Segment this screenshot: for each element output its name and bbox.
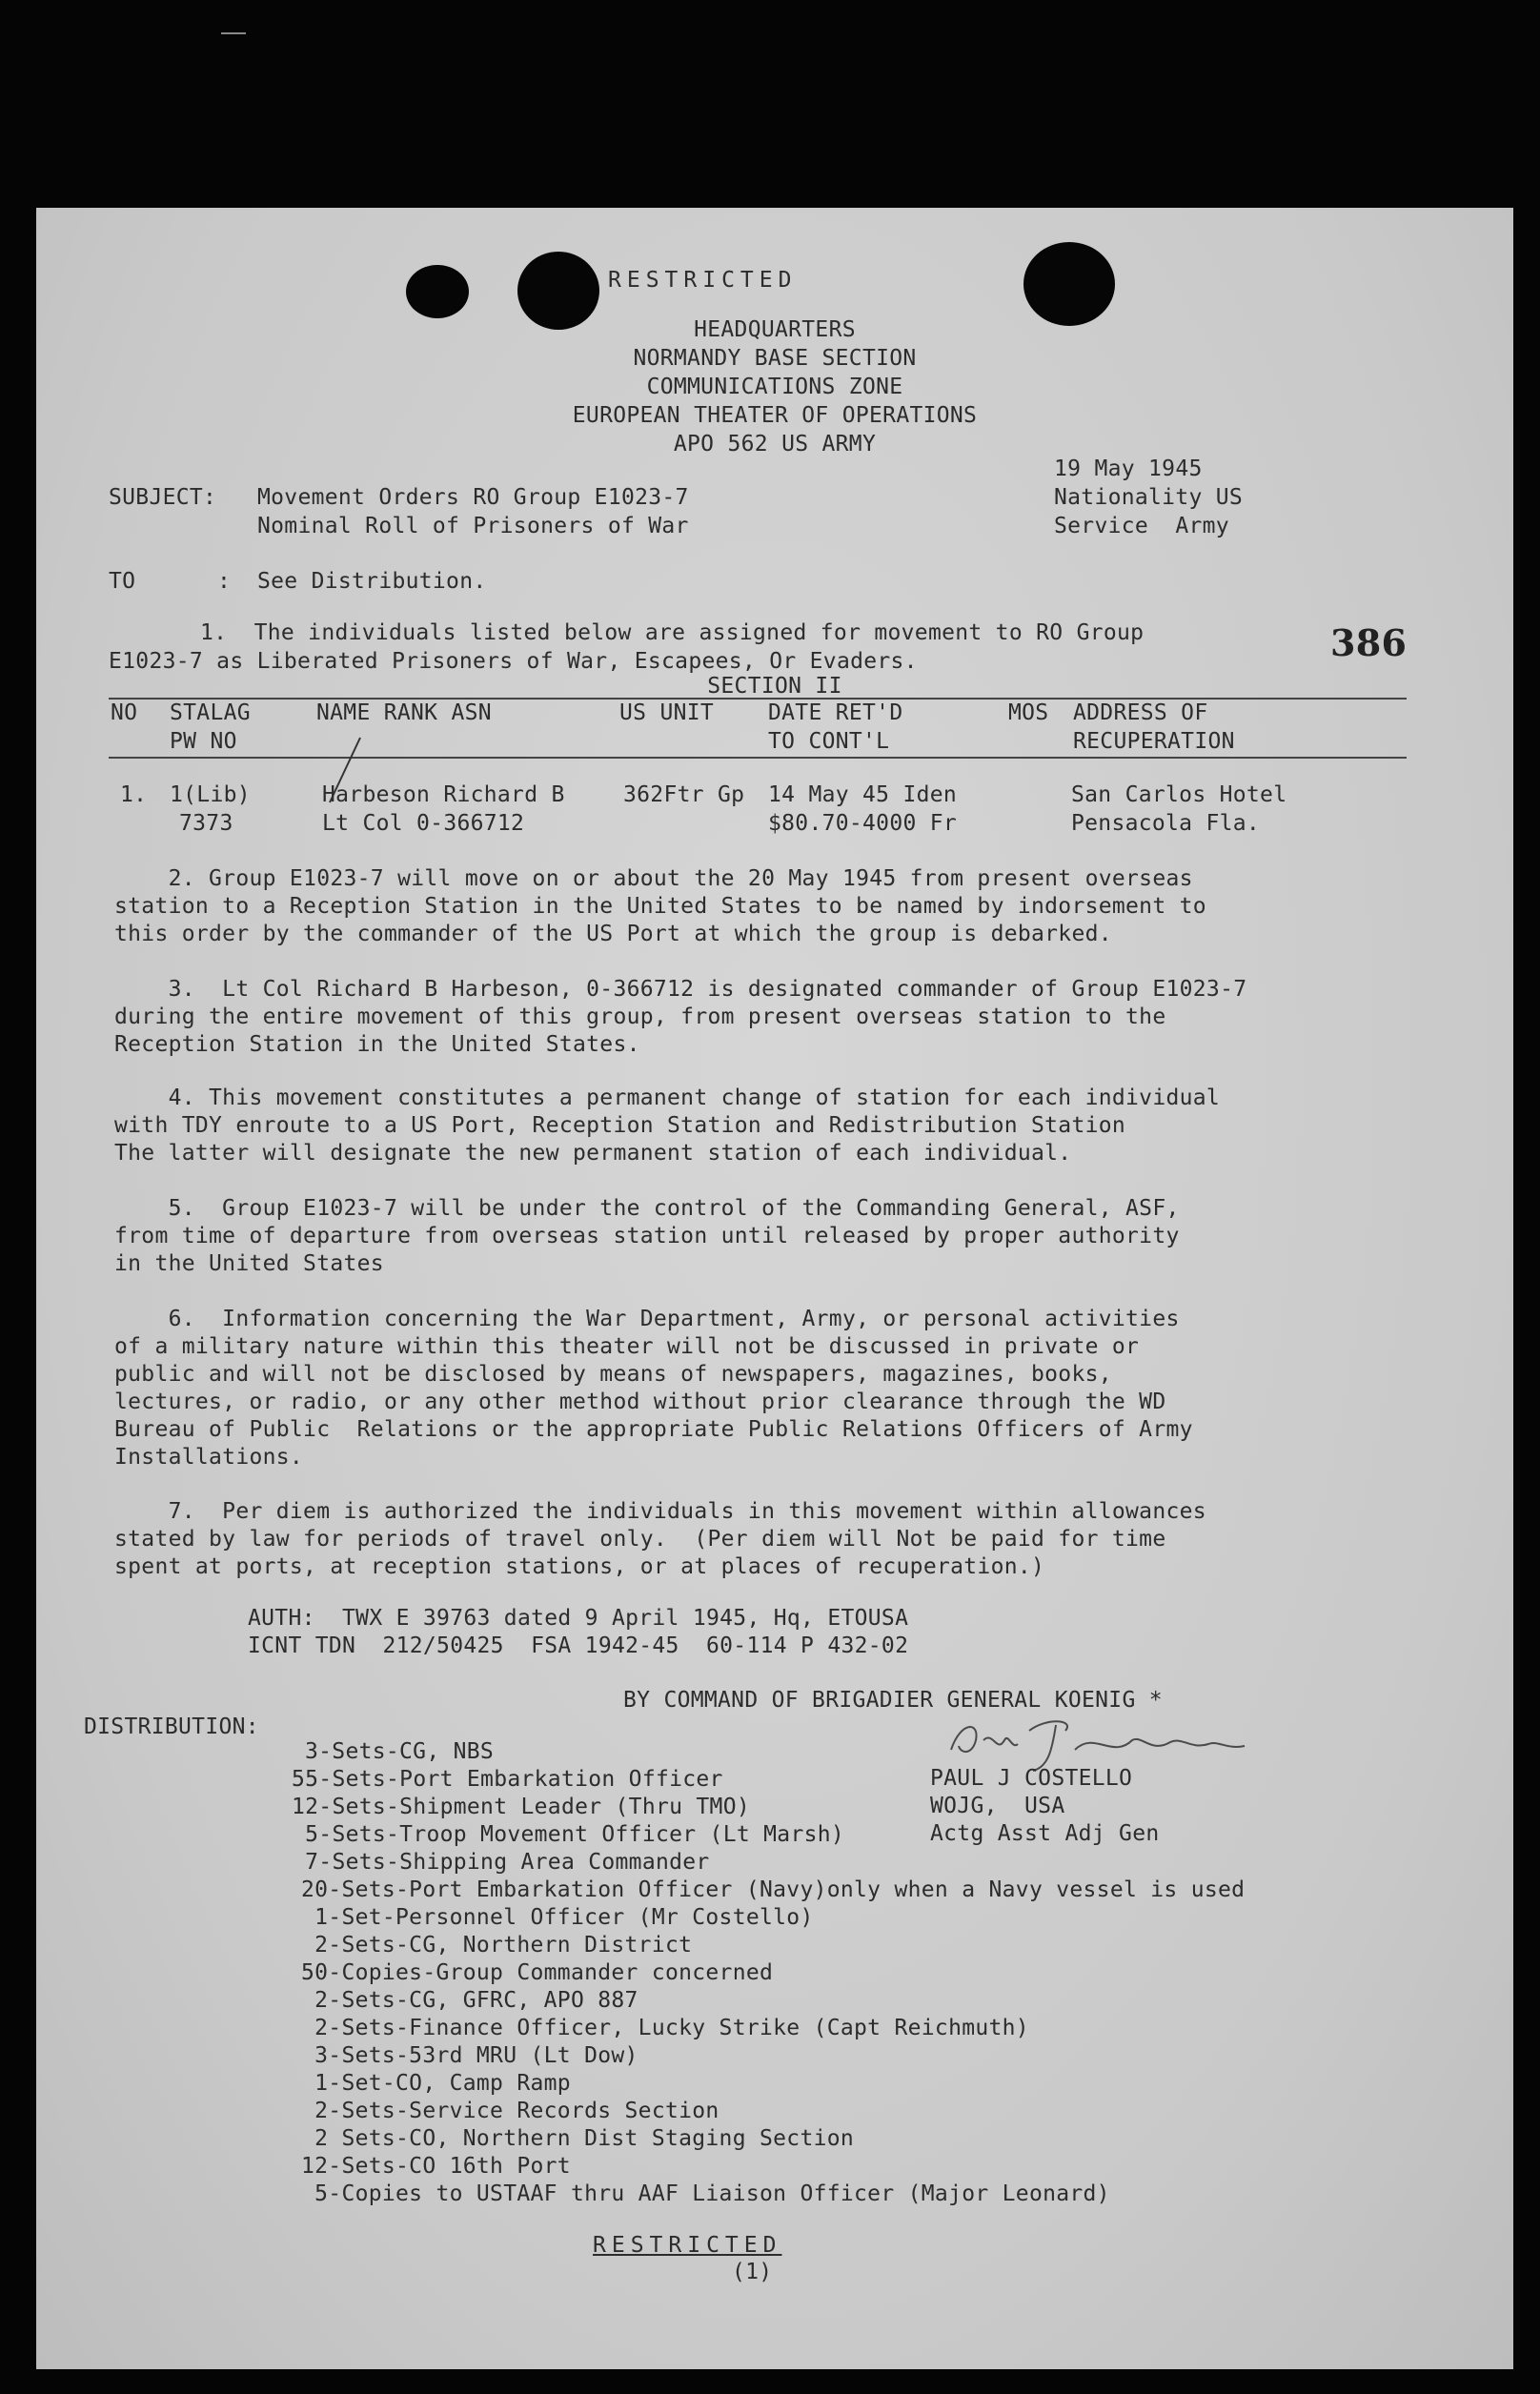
signature-rank: WOJG, USA	[930, 1794, 1065, 1818]
row-date: 14 May 45 Iden	[768, 782, 958, 807]
paragraph-2-line-2: station to a Reception Station in the United States to be named by indorsement to	[114, 894, 1206, 919]
distribution-item: 5-Copies to USTAAF thru AAF Liaison Officer (Major Leonard)	[301, 2181, 1110, 2206]
col-header-stalag: STALAG	[170, 700, 251, 725]
distribution-item: 1-Set-Personnel Officer (Mr Costello)	[301, 1905, 814, 1930]
header-line-1: HEADQUARTERS	[694, 317, 856, 342]
col-header-address: ADDRESS OF	[1073, 700, 1208, 725]
signature-title: Actg Asst Adj Gen	[930, 1821, 1160, 1846]
page-number-stamp: 386	[1330, 621, 1408, 664]
row-address: San Carlos Hotel	[1071, 782, 1287, 807]
distribution-item: 3-Sets-53rd MRU (Lt Dow)	[301, 2043, 638, 2068]
paragraph-5-line-3: in the United States	[114, 1251, 384, 1276]
distribution-item: 2 Sets-CO, Northern Dist Staging Section	[301, 2126, 855, 2151]
classification-bottom: RESTRICTED	[593, 2233, 782, 2258]
distribution-item: 2-Sets-Finance Officer, Lucky Strike (Capt Reichmuth)	[301, 2016, 1029, 2040]
date: 19 May 1945	[1054, 456, 1203, 481]
col-header-name: NAME RANK ASN	[316, 700, 492, 725]
row-rank-asn: Lt Col 0-366712	[322, 811, 525, 836]
table-top-rule	[109, 698, 1407, 700]
distribution-item: 2-Sets-CG, Northern District	[301, 1933, 693, 1958]
col-header-unit: US UNIT	[619, 700, 715, 725]
row-stalag: 1(Lib)	[170, 782, 251, 807]
table-header-rule	[109, 757, 1407, 759]
paragraph-6-line-5: Bureau of Public Relations or the appropriate Public Relations Officers of Army	[114, 1417, 1193, 1442]
to-label: TO	[109, 569, 136, 594]
paragraph-7-line-2: stated by law for periods of travel only. (Per diem will Not be paid for time	[114, 1527, 1166, 1552]
service: Service Army	[1054, 514, 1229, 538]
col-header-pw-no: PW NO	[170, 729, 237, 754]
subject-line-1: Movement Orders RO Group E1023-7	[257, 485, 689, 510]
paragraph-1-line-2: E1023-7 as Liberated Prisoners of War, Escapees, Or Evaders.	[109, 649, 918, 674]
subject-line-2: Nominal Roll of Prisoners of War	[257, 514, 689, 538]
distribution-item: 7-Sets-Shipping Area Commander	[292, 1850, 710, 1875]
classification-top: RESTRICTED	[608, 268, 798, 293]
section-label: SECTION II	[707, 674, 842, 699]
paragraph-5-line-2: from time of departure from overseas station until released by proper authority	[114, 1224, 1180, 1248]
distribution-item: 1-Set-CO, Camp Ramp	[301, 2071, 571, 2096]
paragraph-6-line-2: of a military nature within this theater will not be discussed in private or	[114, 1334, 1140, 1359]
paragraph-6-line-3: public and will not be disclosed by means of newspapers, magazines, books,	[114, 1362, 1112, 1387]
col-header-mos: MOS	[1008, 700, 1049, 725]
command-line: BY COMMAND OF BRIGADIER GENERAL KOENIG *	[623, 1688, 1163, 1713]
distribution-item: 20-Sets-Port Embarkation Officer (Navy)only when a Navy vessel is used	[301, 1877, 1246, 1902]
row-no: 1.	[120, 782, 148, 807]
paragraph-3-line-3: Reception Station in the United States.	[114, 1032, 640, 1057]
row-unit: 362Ftr Gp	[623, 782, 745, 807]
auth-line-1: AUTH: TWX E 39763 dated 9 April 1945, Hq, ETOUSA	[248, 1606, 909, 1631]
row-pw-no: 7373	[179, 811, 233, 836]
paragraph-7-line-1: 7. Per diem is authorized the individuals in this movement within allowances	[114, 1499, 1206, 1524]
row-funds: $80.70-4000 Fr	[768, 811, 958, 836]
punch-hole-right	[1023, 242, 1115, 326]
to-value: See Distribution.	[257, 569, 487, 594]
paragraph-3-line-2: during the entire movement of this group, from present overseas station to the	[114, 1004, 1166, 1029]
row-address-2: Pensacola Fla.	[1071, 811, 1261, 836]
header-line-2: NORMANDY BASE SECTION	[633, 346, 917, 371]
distribution-item: 12-Sets-CO 16th Port	[301, 2154, 571, 2179]
paragraph-4-line-3: The latter will designate the new permanent station of each individual.	[114, 1141, 1072, 1166]
page-number: (1)	[732, 2260, 773, 2284]
auth-line-2: ICNT TDN 212/50425 FSA 1942-45 60-114 P 432-02	[248, 1633, 909, 1658]
punch-hole-left	[406, 265, 469, 318]
distribution-item: 3-Sets-CG, NBS	[305, 1739, 495, 1764]
header-line-5: APO 562 US ARMY	[673, 432, 877, 456]
col-header-date-2: TO CONT'L	[768, 729, 890, 754]
paragraph-1-line-1: 1. The individuals listed below are assigned for movement to RO Group	[200, 620, 1145, 645]
paragraph-6-line-6: Installations.	[114, 1445, 304, 1470]
paragraph-5-line-1: 5. Group E1023-7 will be under the control of the Commanding General, ASF,	[114, 1196, 1180, 1221]
paragraph-2-line-1: 2. Group E1023-7 will move on or about the 20 May 1945 from present overseas	[114, 866, 1193, 891]
subject-label: SUBJECT:	[109, 485, 217, 510]
row-name: Harbeson Richard B	[322, 782, 565, 807]
distribution-item: 2-Sets-Service Records Section	[301, 2099, 719, 2123]
document-page	[36, 208, 1513, 2369]
distribution-item: 5-Sets-Troop Movement Officer (Lt Marsh)	[292, 1822, 845, 1847]
to-colon: :	[217, 569, 232, 594]
col-header-date: DATE RET'D	[768, 700, 903, 725]
paragraph-7-line-3: spent at ports, at reception stations, or at places of recuperation.)	[114, 1554, 1045, 1579]
col-header-address-2: RECUPERATION	[1073, 729, 1235, 754]
paragraph-4-line-2: with TDY enroute to a US Port, Reception Station and Redistribution Station	[114, 1113, 1126, 1138]
paragraph-6-line-4: lectures, or radio, or any other method without prior clearance through the WD	[114, 1390, 1166, 1414]
header-line-3: COMMUNICATIONS ZONE	[646, 375, 903, 399]
paragraph-2-line-3: this order by the commander of the US Port at which the group is debarked.	[114, 922, 1112, 946]
paragraph-3-line-1: 3. Lt Col Richard B Harbeson, 0-366712 is designated commander of Group E1023-7	[114, 977, 1247, 1002]
nationality: Nationality US	[1054, 485, 1244, 510]
scan-edge-mark	[221, 32, 246, 34]
distribution-item: 12-Sets-Shipment Leader (Thru TMO)	[292, 1795, 751, 1819]
paragraph-6-line-1: 6. Information concerning the War Department, Army, or personal activities	[114, 1307, 1180, 1331]
col-header-no: NO	[111, 700, 138, 725]
paragraph-4-line-1: 4. This movement constitutes a permanent change of station for each individual	[114, 1085, 1221, 1110]
header-line-4: EUROPEAN THEATER OF OPERATIONS	[572, 403, 978, 428]
distribution-item: 50-Copies-Group Commander concerned	[301, 1960, 774, 1985]
distribution-label: DISTRIBUTION:	[84, 1714, 259, 1739]
signature-name: PAUL J COSTELLO	[930, 1766, 1133, 1791]
distribution-item: 55-Sets-Port Embarkation Officer	[292, 1767, 723, 1792]
distribution-item: 2-Sets-CG, GFRC, APO 887	[301, 1988, 638, 2013]
